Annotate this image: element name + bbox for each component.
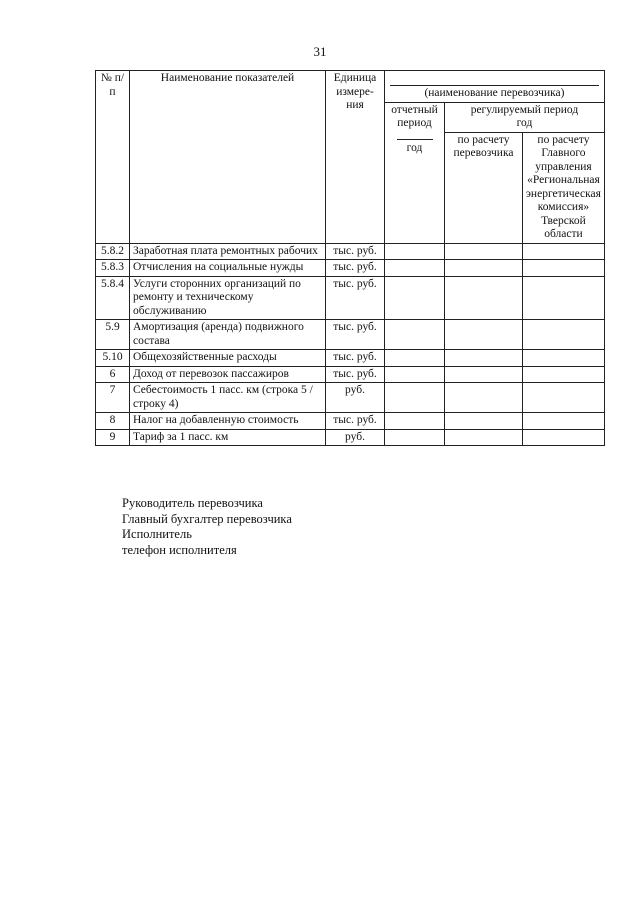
row-carrier-value	[445, 413, 523, 430]
row-unit: тыс. руб.	[326, 320, 385, 350]
signature-accountant: Главный бухгалтер перевозчика	[122, 511, 292, 526]
header-carrier-name: (наименование перевозчика)	[424, 87, 565, 99]
row-carrier-value	[445, 383, 523, 413]
header-row-1	[96, 71, 605, 103]
row-reporting-value	[385, 413, 445, 430]
row-commission-value	[523, 366, 605, 383]
row-carrier-value	[445, 276, 523, 320]
row-reporting-value	[385, 383, 445, 413]
row-carrier-value	[445, 320, 523, 350]
row-commission-value	[523, 243, 605, 260]
row-commission-value	[523, 320, 605, 350]
row-unit: тыс. руб.	[326, 366, 385, 383]
row-reporting-value	[385, 429, 445, 446]
row-reporting-value	[385, 243, 445, 260]
row-unit: тыс. руб.	[326, 350, 385, 367]
header-name: Наименование показателей	[130, 71, 326, 244]
row-num: 5.10	[96, 350, 130, 367]
table-row	[96, 260, 605, 277]
row-name: Общехозяйственные расходы	[130, 350, 326, 367]
row-commission-value	[523, 383, 605, 413]
row-num: 9	[96, 429, 130, 446]
table-row	[96, 383, 605, 413]
row-unit: тыс. руб.	[326, 276, 385, 320]
row-unit: руб.	[326, 383, 385, 413]
row-name: Себестоимость 1 пасс. км (строка 5 / строку 4)	[130, 383, 326, 413]
header-carrier-cell	[385, 71, 605, 103]
row-commission-value	[523, 429, 605, 446]
row-commission-value	[523, 413, 605, 430]
signature-head: Руководитель перевозчика	[122, 496, 263, 510]
indicators-table	[95, 70, 605, 446]
page-number: 31	[313, 44, 327, 59]
row-carrier-value	[445, 243, 523, 260]
row-unit: тыс. руб.	[326, 260, 385, 277]
table-row	[96, 276, 605, 320]
row-commission-value	[523, 260, 605, 277]
header-reporting-year: год	[406, 141, 423, 154]
row-carrier-value	[445, 366, 523, 383]
header-reporting-period: отчетный период	[391, 103, 438, 129]
table-row	[96, 366, 605, 383]
table-row	[96, 429, 605, 446]
header-unit: Единица измере-ния	[326, 71, 385, 244]
row-num: 8	[96, 413, 130, 430]
carrier-name-blank	[390, 74, 599, 86]
row-unit: тыс. руб.	[326, 243, 385, 260]
row-carrier-value	[445, 429, 523, 446]
header-reporting-cell	[385, 102, 445, 243]
header-by-commission: по расчету Главного управления «Региональная энергетическая комиссия» Тверской области	[523, 132, 605, 243]
row-num: 5.8.3	[96, 260, 130, 277]
header-by-carrier: по расчету перевозчика	[445, 132, 523, 243]
row-name: Тариф за 1 пасс. км	[130, 429, 326, 446]
header-regulated-year: год	[516, 117, 533, 129]
row-reporting-value	[385, 260, 445, 277]
row-reporting-value	[385, 320, 445, 350]
row-num: 6	[96, 366, 130, 383]
table-row	[96, 320, 605, 350]
header-num: № п/п	[96, 71, 130, 244]
row-num: 5.8.4	[96, 276, 130, 320]
row-carrier-value	[445, 260, 523, 277]
row-name: Заработная плата ремонтных рабочих	[130, 243, 326, 260]
row-name: Налог на добавленную стоимость	[130, 413, 326, 430]
reporting-year-blank	[397, 139, 433, 140]
header-regulated-period: регулируемый период	[470, 103, 579, 116]
row-reporting-value	[385, 350, 445, 367]
row-num: 5.9	[96, 320, 130, 350]
table-row	[96, 350, 605, 367]
header-regulated-cell	[445, 102, 605, 132]
row-name: Отчисления на социальные нужды	[130, 260, 326, 277]
signature-phone: телефон исполнителя	[122, 542, 237, 557]
row-unit: тыс. руб.	[326, 413, 385, 430]
row-num: 5.8.2	[96, 243, 130, 260]
row-commission-value	[523, 350, 605, 367]
row-name: Амортизация (аренда) подвижного состава	[130, 320, 326, 350]
signatures-block	[122, 496, 292, 558]
row-num: 7	[96, 383, 130, 413]
table-row	[96, 413, 605, 430]
row-commission-value	[523, 276, 605, 320]
row-carrier-value	[445, 350, 523, 367]
row-name: Услуги сторонних организаций по ремонту и техническому обслуживанию	[130, 276, 326, 320]
row-name: Доход от перевозок пассажиров	[130, 366, 326, 383]
row-unit: руб.	[326, 429, 385, 446]
row-reporting-value	[385, 276, 445, 320]
signature-executor: Исполнитель	[122, 527, 192, 541]
row-reporting-value	[385, 366, 445, 383]
table-row	[96, 243, 605, 260]
